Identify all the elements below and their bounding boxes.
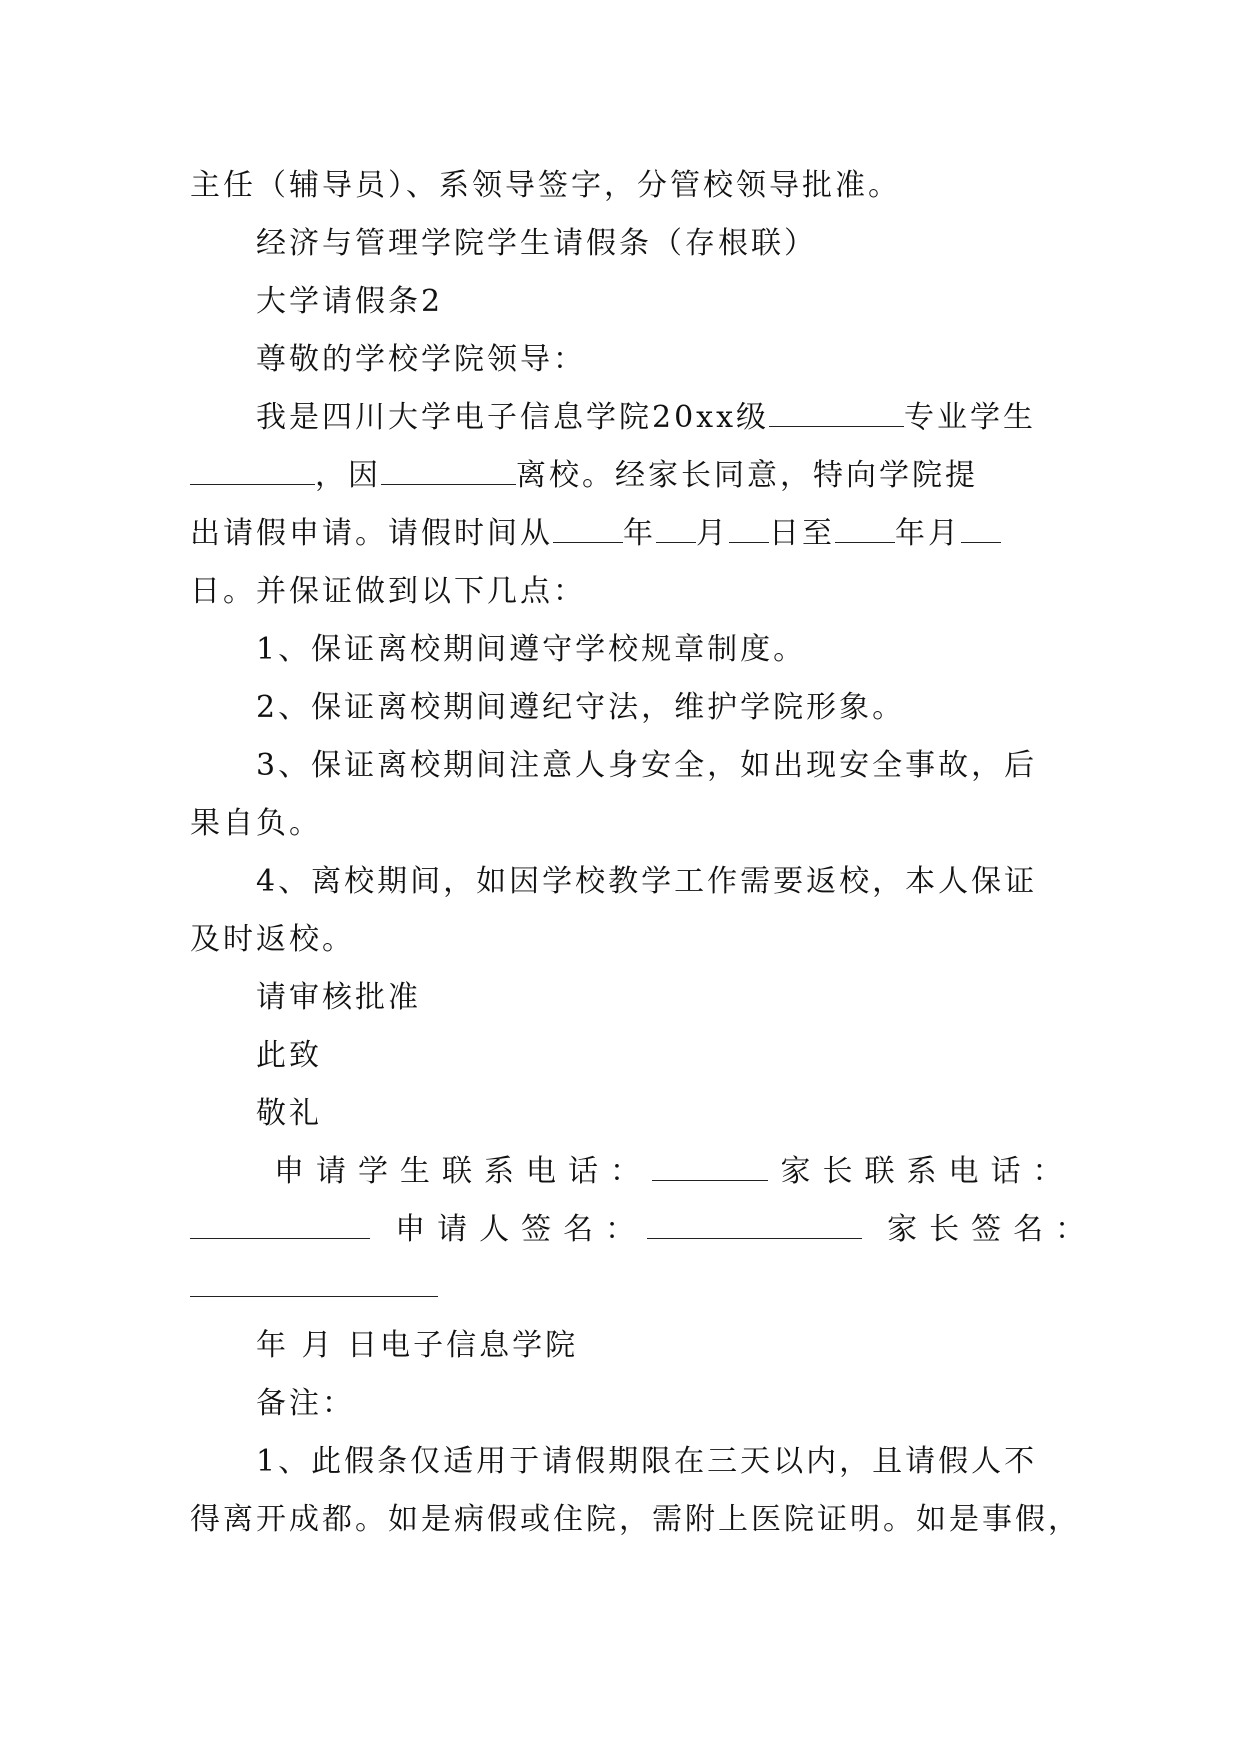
start-day-blank[interactable] [729,518,769,543]
intro-line [190,389,1052,447]
end-year-blank[interactable] [835,518,895,543]
reason-suffix: 离校。经家长同意，特向学院提 [516,458,978,493]
reason-prefix: ，因 [315,458,381,493]
leave-period-line [190,505,1052,563]
guarantee-item-3-cont: 果自负。 [190,806,322,841]
parent-phone-label: 家长联系电话： [780,1154,1075,1189]
major-blank[interactable] [769,402,904,427]
month-label: 月 [696,516,729,551]
guarantee-intro: 日。并保证做到以下几点： [190,574,586,609]
paragraph-approval-note: 主任（辅导员）、系领导签字，分管校领导批准。 [190,168,901,203]
year-month-label: 年月 [895,516,961,551]
parent-signature-label: 家长签名： [887,1212,1098,1247]
document-body [190,157,1098,1549]
signature-line [190,1201,1098,1259]
guarantee-item-4-cont: 及时返校。 [190,922,355,957]
student-name-blank[interactable] [190,460,315,485]
student-phone-label: 申请学生联系电话： [274,1154,652,1189]
applicant-signature-label: 申请人签名： [395,1212,648,1247]
closing-1: 此致 [256,1038,322,1073]
date-and-school: 年 月 日电子信息学院 [256,1328,579,1363]
closing-2: 敬礼 [256,1096,322,1131]
guarantee-item-3: 3、保证离校期间注意人身安全，如出现安全事故，后 [256,748,1038,783]
end-day-blank[interactable] [961,518,1001,543]
to-label: 日至 [769,516,835,551]
major-suffix: 专业学生 [904,400,1037,435]
stub-title: 经济与管理学院学生请假条（存根联） [256,226,817,261]
reason-blank[interactable] [381,460,516,485]
remarks-label: 备注： [256,1386,355,1421]
parent-phone-blank[interactable] [190,1214,370,1239]
phone-line [190,1143,1075,1201]
period-prefix: 出请假申请。请假时间从 [190,516,553,551]
salutation: 尊敬的学校学院领导： [256,342,586,377]
year-label: 年 [623,516,656,551]
applicant-signature-blank[interactable] [647,1214,862,1239]
request-approval: 请审核批准 [256,980,421,1015]
intro-text: 我是四川大学电子信息学院20xx级 [256,400,770,435]
student-phone-blank[interactable] [652,1156,768,1181]
parent-signature-blank[interactable] [190,1272,438,1297]
remarks-item-1: 1、此假条仅适用于请假期限在三天以内，且请假人不 [256,1444,1038,1479]
start-month-blank[interactable] [656,518,696,543]
start-year-blank[interactable] [553,518,623,543]
guarantee-item-1: 1、保证离校期间遵守学校规章制度。 [256,632,807,667]
reason-line [190,447,1052,505]
parent-signature-line [190,1259,1052,1317]
section-title: 大学请假条2 [256,284,444,319]
guarantee-item-2: 2、保证离校期间遵纪守法，维护学院形象。 [256,690,906,725]
remarks-item-1-cont: 得离开成都。如是病假或住院，需附上医院证明。如是事假， [190,1502,1081,1537]
guarantee-item-4: 4、离校期间，如因学校教学工作需要返校，本人保证 [256,864,1038,899]
